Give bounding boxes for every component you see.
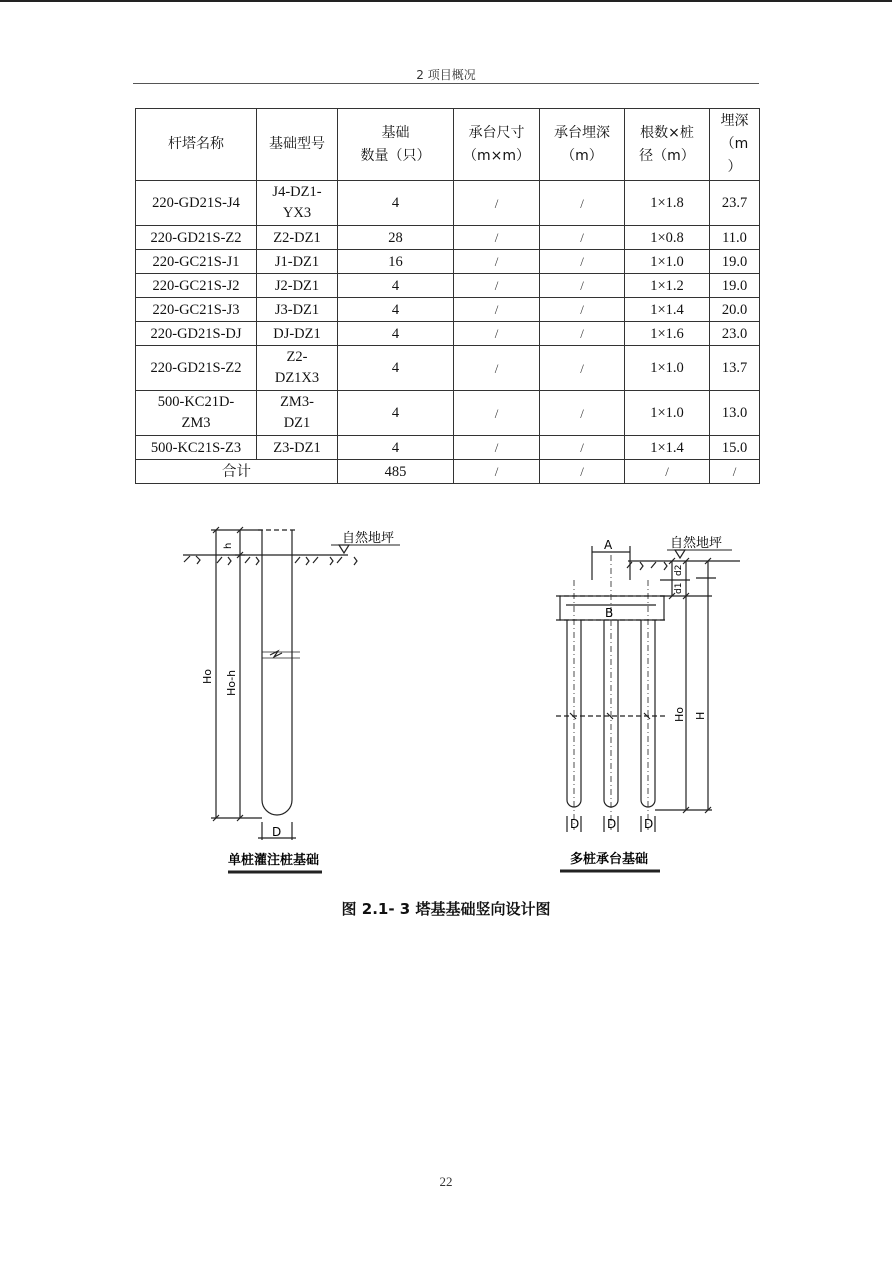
cell-cap-depth: / xyxy=(540,346,625,391)
cell-name: 220-GC21S-J3 xyxy=(136,298,257,322)
right-figure-title: 多桩承台基础 xyxy=(570,852,649,867)
cell-name: 220-GD21S-DJ xyxy=(136,322,257,346)
cell-piles: 1×1.4 xyxy=(625,298,710,322)
cell-cap-depth: / xyxy=(540,436,625,460)
cell-piles: 1×1.0 xyxy=(625,250,710,274)
cell-cap-size: / xyxy=(454,322,540,346)
left-dim-D: D xyxy=(272,825,282,839)
left-soil-hatch xyxy=(184,556,357,565)
cell-cap-depth: / xyxy=(540,322,625,346)
page-number: 22 xyxy=(439,1174,453,1189)
cell-cap-depth: / xyxy=(540,298,625,322)
cell-piles: 1×1.6 xyxy=(625,322,710,346)
cell-model: Z3-DZ1 xyxy=(257,436,338,460)
right-dim-H: H xyxy=(694,711,707,720)
total-piles: / xyxy=(625,460,710,484)
cell-count: 4 xyxy=(338,391,454,436)
cell-depth: 19.0 xyxy=(710,250,760,274)
cell-name: 220-GD21S-J4 xyxy=(136,181,257,226)
cell-count: 4 xyxy=(338,181,454,226)
cell-cap-size: / xyxy=(454,226,540,250)
cell-count: 4 xyxy=(338,346,454,391)
cell-depth: 19.0 xyxy=(710,274,760,298)
running-header: 2 项目概况 xyxy=(416,68,476,82)
right-dim-D-3: D xyxy=(644,817,654,831)
cell-cap-size: / xyxy=(454,298,540,322)
cell-count: 4 xyxy=(338,274,454,298)
cell-name: 220-GD21S-Z2 xyxy=(136,346,257,391)
total-label: 合计 xyxy=(136,460,338,484)
left-dim-Ho: Ho xyxy=(201,668,214,684)
col-header: 基础型号 xyxy=(257,109,338,181)
total-cap-size: / xyxy=(454,460,540,484)
cell-count: 4 xyxy=(338,298,454,322)
cell-depth: 23.7 xyxy=(710,181,760,226)
cell-name: 220-GD21S-Z2 xyxy=(136,226,257,250)
cell-depth: 23.0 xyxy=(710,322,760,346)
cell-depth: 13.0 xyxy=(710,391,760,436)
cell-cap-size: / xyxy=(454,391,540,436)
cell-model: ZM3- DZ1 xyxy=(257,391,338,436)
cell-depth: 20.0 xyxy=(710,298,760,322)
cell-piles: 1×1.2 xyxy=(625,274,710,298)
right-dim-d2: d2 xyxy=(674,564,684,576)
col-header: 根数×桩 径（m） xyxy=(625,109,710,181)
cell-cap-size: / xyxy=(454,274,540,298)
right-dim-d1: d1 xyxy=(674,582,684,594)
left-dim-h: h xyxy=(223,542,234,549)
left-figure-title: 单桩灌注桩基础 xyxy=(228,853,320,868)
cell-name: 500-KC21D- ZM3 xyxy=(136,391,257,436)
cell-cap-size: / xyxy=(454,250,540,274)
total-count: 485 xyxy=(338,460,454,484)
right-dim-D-2: D xyxy=(607,817,617,831)
cell-count: 4 xyxy=(338,322,454,346)
cell-cap-size: / xyxy=(454,346,540,391)
col-header: 承台尺寸 （m×m） xyxy=(454,109,540,181)
cell-cap-depth: / xyxy=(540,250,625,274)
col-header: 承台埋深 （m） xyxy=(540,109,625,181)
cell-count: 28 xyxy=(338,226,454,250)
right-dim-D-1: D xyxy=(570,817,580,831)
cell-cap-depth: / xyxy=(540,226,625,250)
cell-count: 16 xyxy=(338,250,454,274)
cell-depth: 11.0 xyxy=(710,226,760,250)
cell-name: 500-KC21S-Z3 xyxy=(136,436,257,460)
cell-cap-size: / xyxy=(454,436,540,460)
cell-piles: 1×1.0 xyxy=(625,346,710,391)
cell-name: 220-GC21S-J1 xyxy=(136,250,257,274)
cell-model: Z2-DZ1 xyxy=(257,226,338,250)
cell-count: 4 xyxy=(338,436,454,460)
left-ground-label: 自然地坪 xyxy=(342,531,395,546)
left-ground-marker xyxy=(339,545,349,553)
total-depth: / xyxy=(710,460,760,484)
right-dim-Ho: Ho xyxy=(673,706,686,722)
cell-model: J1-DZ1 xyxy=(257,250,338,274)
cell-name: 220-GC21S-J2 xyxy=(136,274,257,298)
cell-cap-depth: / xyxy=(540,391,625,436)
right-ground-marker xyxy=(675,550,685,558)
right-dim-B: B xyxy=(605,606,614,620)
col-header: 杆塔名称 xyxy=(136,109,257,181)
total-cap-depth: / xyxy=(540,460,625,484)
cell-depth: 15.0 xyxy=(710,436,760,460)
left-pile xyxy=(262,530,292,815)
cell-depth: 13.7 xyxy=(710,346,760,391)
right-dim-A: A xyxy=(604,538,613,552)
col-header: 埋深 （m ） xyxy=(710,109,760,181)
cell-model: J2-DZ1 xyxy=(257,274,338,298)
cell-cap-depth: / xyxy=(540,181,625,226)
cell-model: DJ-DZ1 xyxy=(257,322,338,346)
col-header: 基础 数量（只） xyxy=(338,109,454,181)
cell-model: J4-DZ1- YX3 xyxy=(257,181,338,226)
cell-cap-depth: / xyxy=(540,274,625,298)
right-soil-hatch xyxy=(627,562,667,570)
cell-piles: 1×0.8 xyxy=(625,226,710,250)
left-dim-Ho-h: Ho-h xyxy=(225,669,238,696)
cell-model: Z2- DZ1X3 xyxy=(257,346,338,391)
cell-piles: 1×1.0 xyxy=(625,391,710,436)
cell-piles: 1×1.4 xyxy=(625,436,710,460)
right-ground-label: 自然地坪 xyxy=(670,536,723,551)
cell-cap-size: / xyxy=(454,181,540,226)
figure-caption: 图 2.1- 3 塔基基础竖向设计图 xyxy=(341,900,551,918)
cell-piles: 1×1.8 xyxy=(625,181,710,226)
cell-model: J3-DZ1 xyxy=(257,298,338,322)
